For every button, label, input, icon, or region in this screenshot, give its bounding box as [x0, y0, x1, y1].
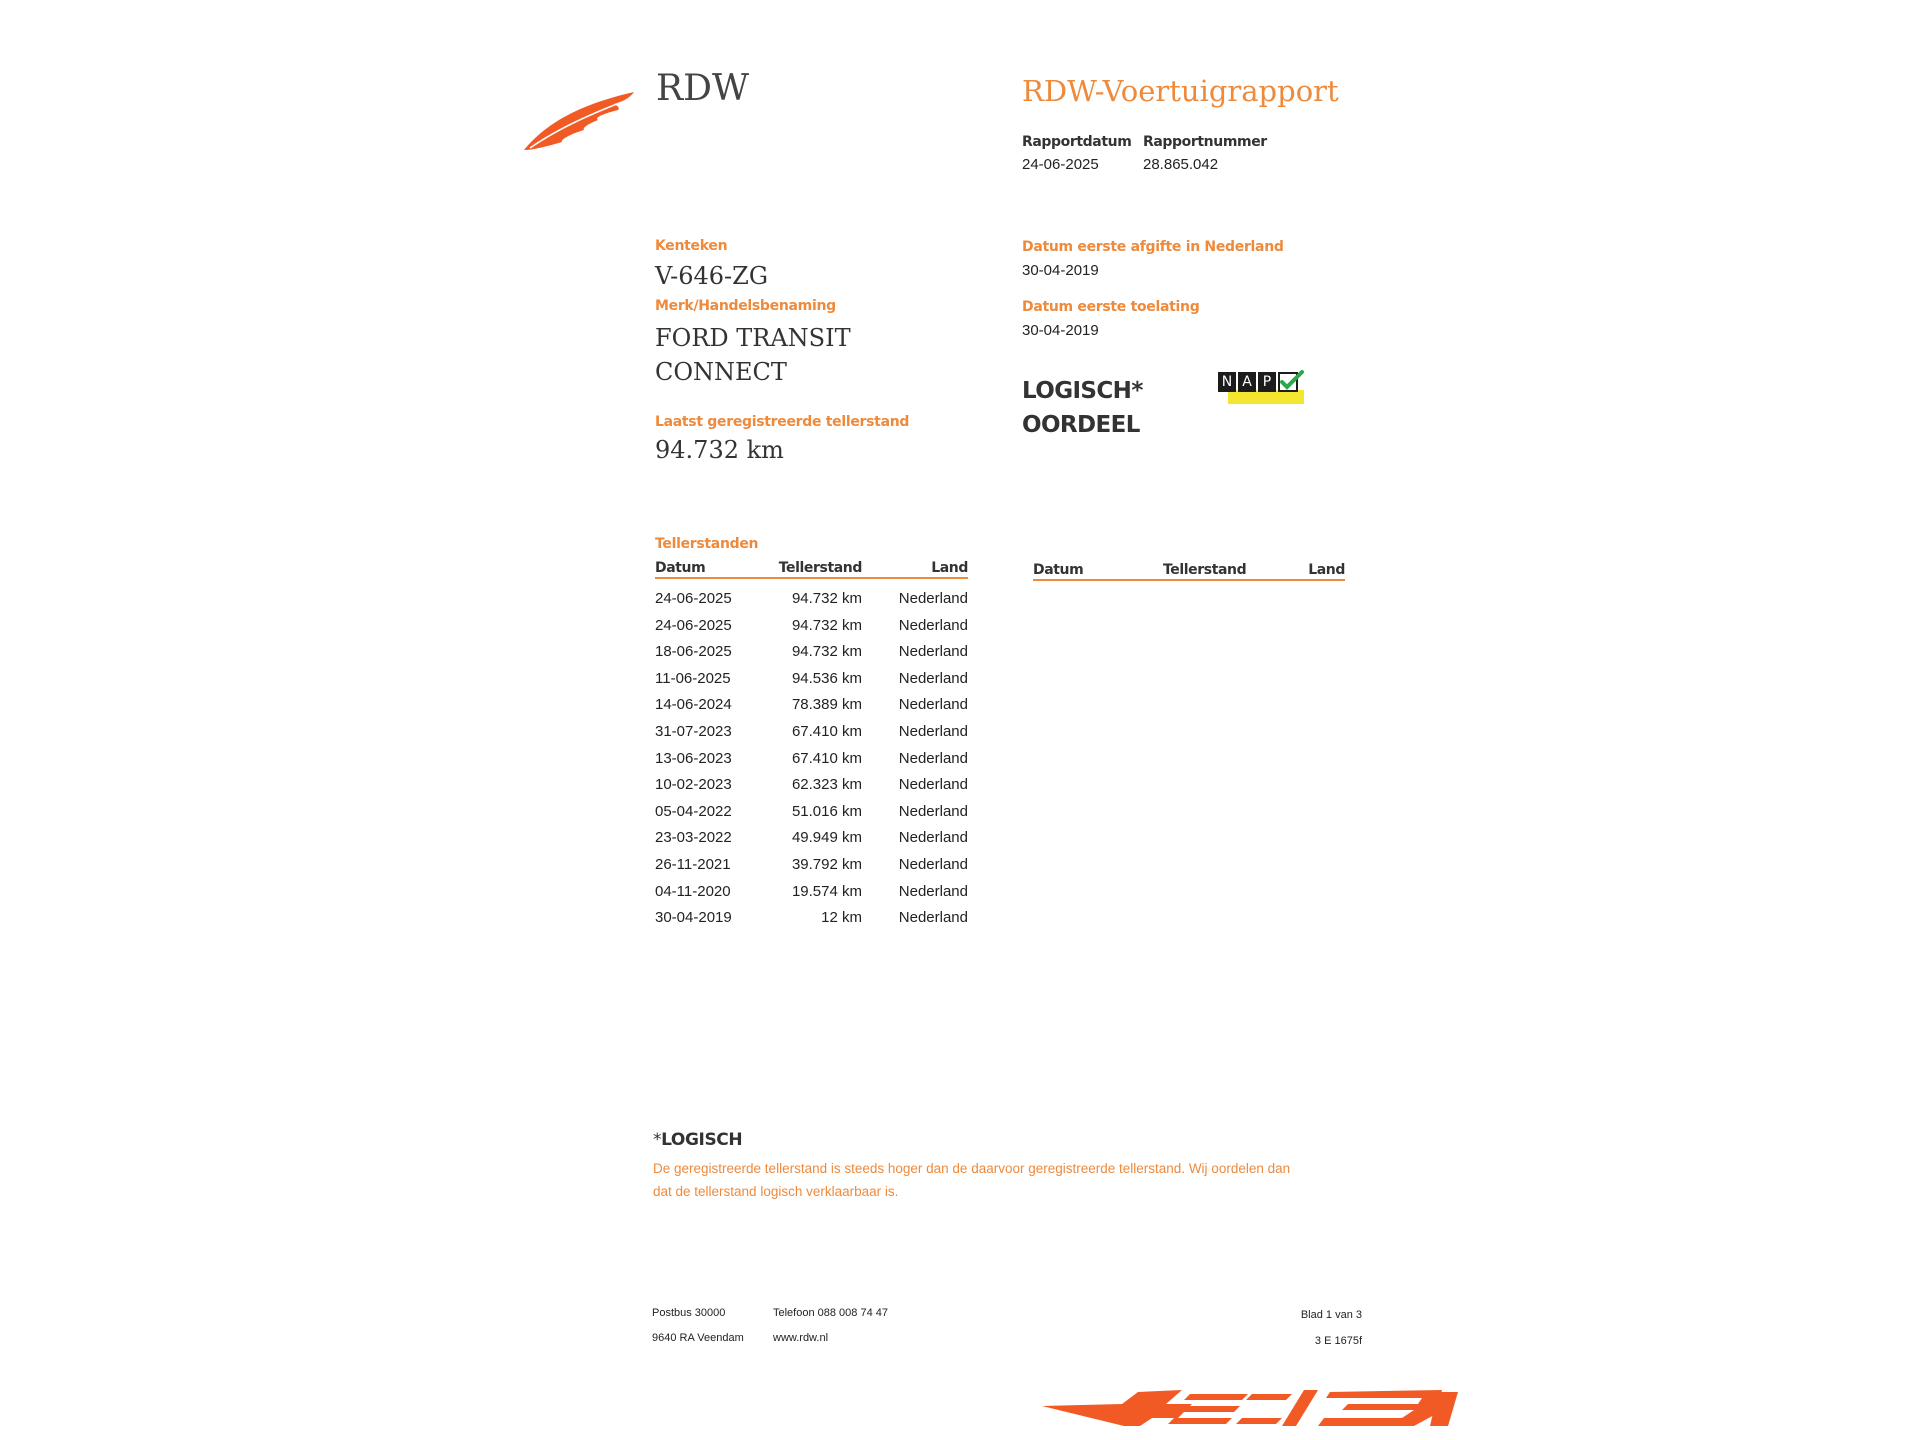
row-date: 24-06-2025: [655, 590, 732, 607]
row-country: Nederland: [898, 696, 968, 714]
footer-phone: Telefoon 088 008 74 47: [773, 1307, 888, 1319]
row-date: 18-06-2025: [655, 643, 732, 661]
nap-check-icon: [1278, 370, 1304, 394]
first-admission-label: Datum eerste toelating: [1022, 299, 1200, 315]
row-country: Nederland: [898, 882, 968, 900]
row-date: 31-07-2023: [655, 723, 732, 740]
odometer-label: Laatst geregistreerde tellerstand: [655, 414, 910, 430]
first-admission-value: 30-04-2019: [1022, 322, 1099, 339]
row-country: Nederland: [898, 749, 968, 767]
table-row: [655, 803, 968, 823]
row-odo: 19.574 km: [791, 882, 862, 900]
report-number-label: Rapportnummer: [1143, 134, 1267, 150]
plate-value: V-646-ZG: [655, 262, 769, 290]
row-odo: 94.732 km: [791, 616, 862, 634]
table-row: [655, 670, 968, 690]
right-col-date-header: Datum: [1033, 562, 1084, 578]
report-date: 24-06-2025: [1022, 156, 1099, 173]
row-odo: 78.389 km: [791, 696, 862, 714]
footer-code: 3 E 1675f: [1314, 1335, 1362, 1347]
row-odo: 94.732 km: [791, 590, 862, 607]
table-row: [655, 829, 968, 849]
note-line-1: De geregistreerde tellerstand is steeds hoger dan de daarvoor geregistreerde tellerstand. Wij oordelen dan: [653, 1161, 1291, 1176]
row-country: Nederland: [898, 669, 968, 687]
right-col-odo-header: Tellerstand: [1163, 562, 1247, 578]
row-odo: 94.732 km: [791, 643, 862, 661]
row-date: 11-06-2025: [655, 669, 731, 687]
row-country: Nederland: [898, 829, 968, 847]
row-country: Nederland: [898, 776, 968, 794]
report-number: 28.865.042: [1143, 156, 1219, 173]
col-odo-header: Tellerstand: [778, 560, 862, 576]
odometer-value: 94.732 km: [655, 436, 784, 464]
right-header-underline: [1033, 579, 1345, 581]
table-row: [655, 696, 968, 716]
row-country: Nederland: [898, 909, 968, 927]
make-line-1: FORD TRANSIT: [655, 324, 851, 352]
nap-badge: [1218, 372, 1304, 406]
row-odo: 39.792 km: [791, 856, 862, 873]
row-date: 26-11-2021: [655, 856, 731, 873]
row-country: Nederland: [898, 616, 968, 634]
row-date: 04-11-2020: [655, 882, 731, 900]
make-line-2: CONNECT: [655, 358, 787, 386]
footer-page: Blad 1 van 3: [1300, 1309, 1362, 1321]
first-nl-label: Datum eerste afgifte in Nederland: [1022, 239, 1284, 255]
verdict-line-2: OORDEEL: [1022, 412, 1140, 438]
make-label: Merk/Handelsbenaming: [655, 298, 836, 314]
footer-address-2: 9640 RA Veendam: [652, 1332, 744, 1344]
row-date: 13-06-2023: [655, 749, 732, 767]
row-date: 30-04-2019: [655, 909, 732, 927]
nap-letter-p: P: [1258, 372, 1276, 392]
row-date: 10-02-2023: [655, 776, 732, 794]
readings-section-label: Tellerstanden: [655, 536, 759, 552]
note-title: [653, 1130, 742, 1150]
row-date: 05-04-2022: [655, 802, 732, 820]
row-date: 24-06-2025: [655, 616, 732, 634]
row-odo: 62.323 km: [791, 776, 862, 794]
table-row: [655, 856, 968, 876]
table-row: [655, 723, 968, 743]
row-odo: 12 km: [821, 909, 862, 927]
header-underline: [655, 577, 968, 579]
first-nl-value: 30-04-2019: [1022, 262, 1099, 279]
table-row: [655, 776, 968, 796]
table-row: [655, 883, 968, 903]
org-name: RDW: [656, 68, 749, 109]
table-row: [655, 643, 968, 663]
row-date: 14-06-2024: [655, 696, 732, 714]
row-odo: 67.410 km: [791, 723, 862, 740]
report-title: RDW-Voertuigrapport: [1022, 74, 1339, 108]
rdw-stripe-logo-icon: [1042, 1388, 1462, 1428]
row-country: Nederland: [898, 590, 968, 607]
table-row: [655, 590, 968, 610]
right-col-country-header: Land: [1308, 562, 1345, 578]
report-date-label: Rapportdatum: [1022, 134, 1132, 150]
row-odo: 51.016 km: [791, 802, 862, 820]
row-country: Nederland: [898, 723, 968, 740]
row-country: Nederland: [898, 856, 968, 873]
footer-web: www.rdw.nl: [773, 1332, 829, 1344]
row-country: Nederland: [898, 643, 968, 661]
note-line-2: dat de tellerstand logisch verklaarbaar is.: [653, 1184, 899, 1199]
note-title-text: LOGISCH: [661, 1130, 743, 1150]
col-date-header: Datum: [655, 560, 706, 576]
verdict-line-1: LOGISCH*: [1022, 378, 1143, 404]
plate-label: Kenteken: [655, 238, 728, 254]
row-odo: 94.536 km: [791, 669, 862, 687]
table-row: [655, 909, 968, 929]
row-odo: 67.410 km: [791, 749, 862, 767]
table-row: [655, 750, 968, 770]
rdw-logo-icon: [522, 88, 640, 152]
nap-letter-n: N: [1218, 372, 1236, 392]
row-date: 23-03-2022: [655, 829, 732, 847]
note-title-star: *: [653, 1130, 662, 1150]
col-country-header: Land: [931, 560, 968, 576]
row-country: Nederland: [898, 802, 968, 820]
table-row: [655, 617, 968, 637]
nap-letter-a: A: [1238, 372, 1256, 392]
row-odo: 49.949 km: [791, 829, 862, 847]
footer-address-1: Postbus 30000: [652, 1307, 726, 1319]
